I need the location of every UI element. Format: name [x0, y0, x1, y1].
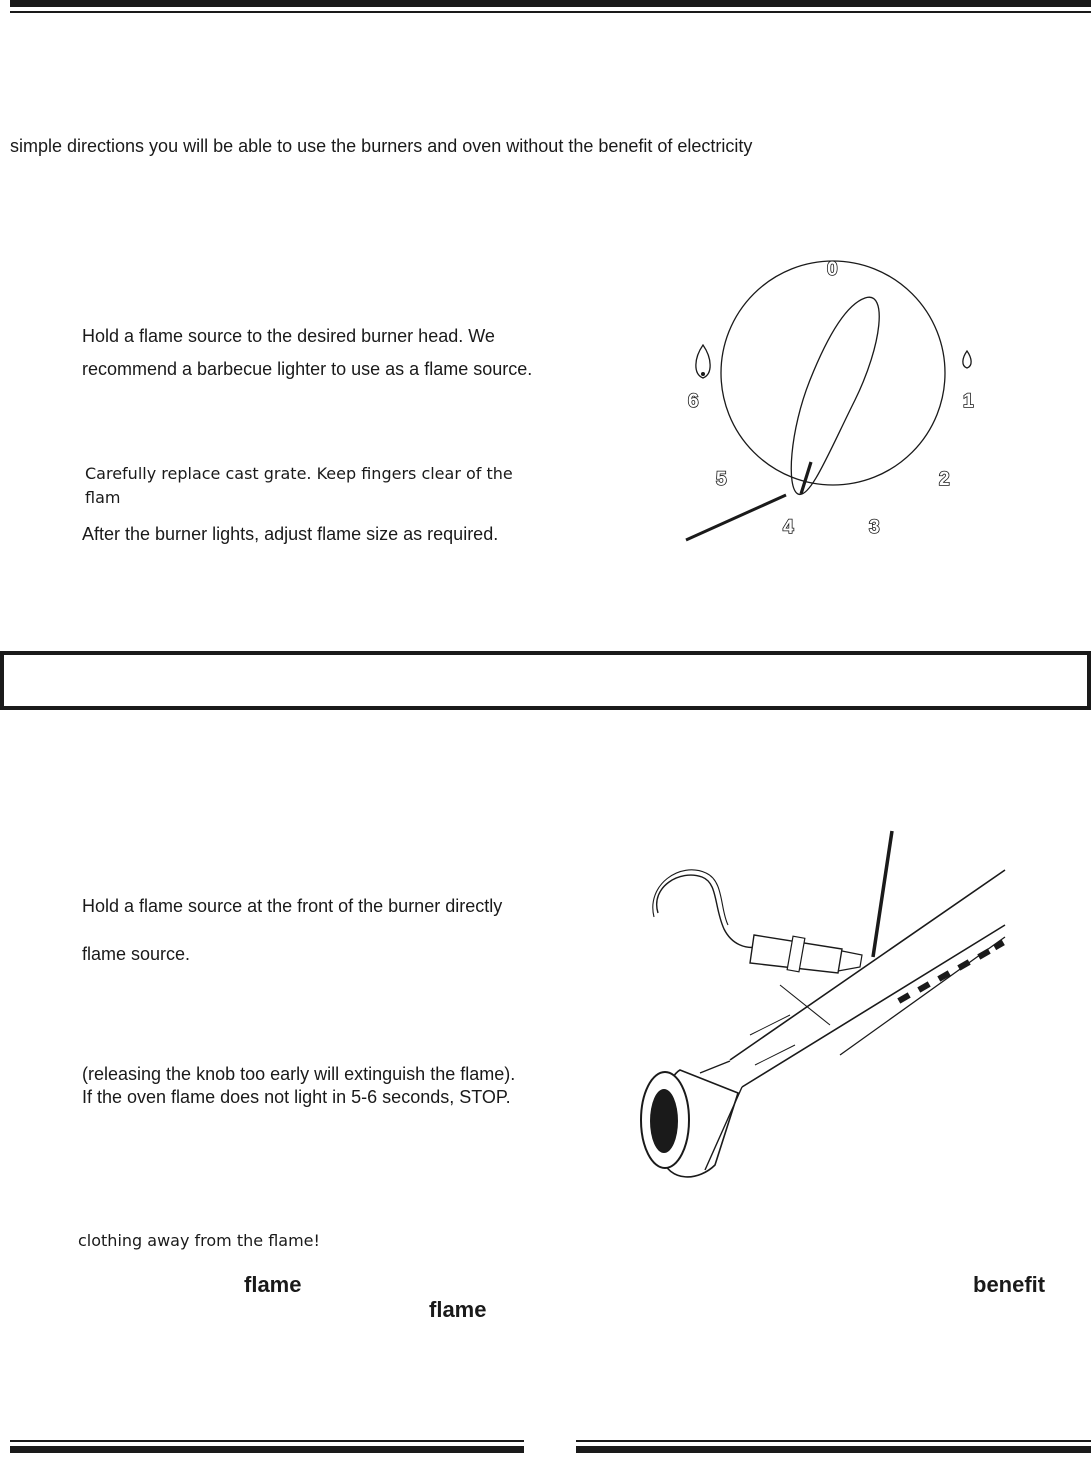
knob-handle	[791, 297, 879, 494]
knob-diagram	[660, 250, 1000, 550]
dial-label-2: 2	[939, 469, 950, 490]
bottom-rule-left-thin	[10, 1440, 524, 1442]
top-rule-thick	[10, 0, 1091, 7]
dial-label-6: 6	[688, 391, 699, 412]
oven-step2-line2: If the oven flame does not light in 5-6 seconds, STOP.	[82, 1087, 511, 1107]
oven-warning: clothing away from the flame!	[78, 1231, 320, 1250]
section-header-box	[0, 651, 1091, 710]
oven-step1-line1: Hold a flame source at the front of the burner directly	[82, 896, 503, 916]
burner-step2-line1: Carefully replace cast grate. Keep fingers clear of the	[85, 464, 513, 483]
dial-label-3: 3	[869, 517, 880, 538]
burner-step1-line2: recommend a barbecue lighter to use as a flame source.	[82, 359, 533, 379]
bottom-rule-right-thin	[576, 1440, 1091, 1442]
pointer-line	[686, 495, 786, 540]
bottom-rule-right-thick	[576, 1446, 1091, 1453]
thermocouple-wire	[657, 875, 758, 947]
intro-text: simple directions you will be able to use the burners and oven without the benefit of electricity	[10, 136, 753, 156]
burner-step2-line2: flam	[85, 488, 121, 507]
oven-step1-line2: flame source.	[82, 944, 191, 964]
oven-burner-diagram	[630, 825, 1010, 1185]
burner-ports	[897, 940, 1005, 1004]
top-rule-thin	[10, 11, 1091, 13]
fragment-benefit: benefit	[973, 1272, 1046, 1297]
fragment-flame-2: flame	[429, 1297, 487, 1322]
oven-step2-line1: (releasing the knob too early will extinguish the flame).	[82, 1064, 516, 1084]
dial-label-0: 0	[827, 259, 838, 280]
bottom-rule-left-thick	[10, 1446, 524, 1453]
burner-step3: After the burner lights, adjust flame size as required.	[82, 524, 499, 544]
knob-outline	[721, 261, 945, 485]
dial-label-5: 5	[716, 469, 727, 490]
knob-indicator	[801, 462, 811, 494]
pointer-line	[873, 831, 892, 957]
burner-tube	[730, 870, 1005, 1087]
dial-label-4: 4	[783, 517, 794, 538]
burner-step1-line1: Hold a flame source to the desired burner head. We	[82, 326, 495, 346]
dial-label-1: 1	[963, 391, 974, 412]
small-flame-icon	[963, 351, 971, 368]
fragment-flame-1: flame	[244, 1272, 302, 1297]
